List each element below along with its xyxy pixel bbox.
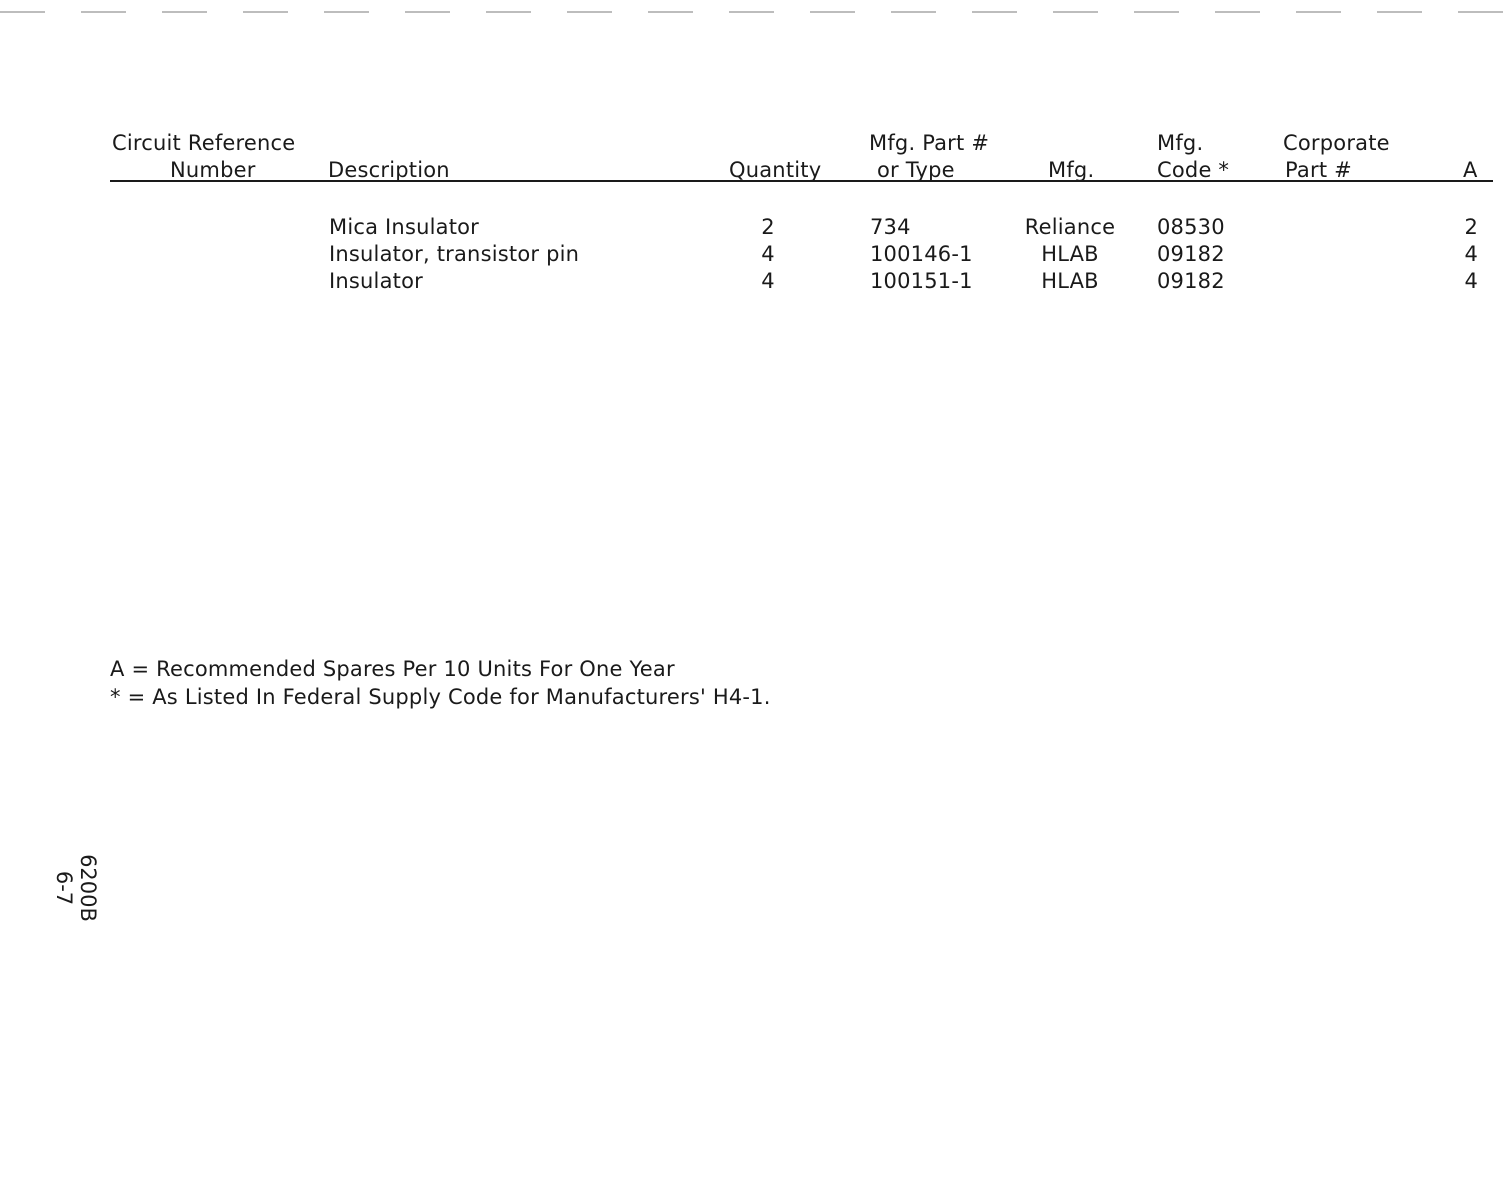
row-3-quantity: 4 — [761, 269, 775, 293]
page-number-model: 6200B — [75, 854, 100, 922]
row-2-quantity: 4 — [761, 242, 775, 266]
top-edge-dashes — [0, 8, 1505, 16]
header-corporate-part: Part # — [1285, 158, 1352, 182]
row-1-mfg-part: 734 — [870, 215, 911, 239]
footnote-supply-code: * = As Listed In Federal Supply Code for Manufacturers' H4-1. — [110, 685, 771, 709]
header-quantity: Quantity — [729, 158, 822, 182]
header-mfg-code-line1: Mfg. — [1157, 131, 1204, 155]
page-number-page: 6-7 — [51, 870, 76, 906]
header-circuit-number: Number — [170, 158, 256, 182]
row-3-a: 4 — [1464, 269, 1478, 293]
row-2-mfg: HLAB — [1041, 242, 1099, 266]
parts-list-table — [110, 130, 1495, 300]
footnotes — [110, 655, 771, 711]
row-1-mfg: Reliance — [1024, 215, 1116, 239]
header-circuit-reference: Circuit Reference — [112, 131, 296, 155]
row-3-description: Insulator — [329, 269, 423, 293]
row-2-description: Insulator, transistor pin — [329, 242, 580, 266]
row-2-mfg-code: 09182 — [1157, 242, 1225, 266]
row-3-mfg-part: 100151-1 — [870, 269, 973, 293]
header-underline — [110, 180, 1493, 182]
header-description: Description — [328, 158, 450, 182]
row-2-mfg-part: 100146-1 — [870, 242, 973, 266]
row-1-mfg-code: 08530 — [1157, 215, 1225, 239]
header-corporate: Corporate — [1283, 131, 1390, 155]
row-1-quantity: 2 — [761, 215, 775, 239]
row-3-mfg: HLAB — [1041, 269, 1099, 293]
footnote-spares: A = Recommended Spares Per 10 Units For One Year — [110, 657, 675, 681]
page-number — [48, 848, 103, 928]
page-number-rotated — [52, 854, 100, 922]
header-a: A — [1463, 158, 1478, 182]
row-1-a: 2 — [1464, 215, 1478, 239]
row-2-a: 4 — [1464, 242, 1478, 266]
row-1-description: Mica Insulator — [329, 215, 480, 239]
header-mfg-code-line2: Code * — [1157, 158, 1230, 182]
header-mfg: Mfg. — [1048, 158, 1095, 182]
header-mfg-part-type: or Type — [877, 158, 955, 182]
row-3-mfg-code: 09182 — [1157, 269, 1225, 293]
header-mfg-part: Mfg. Part # — [869, 131, 990, 155]
